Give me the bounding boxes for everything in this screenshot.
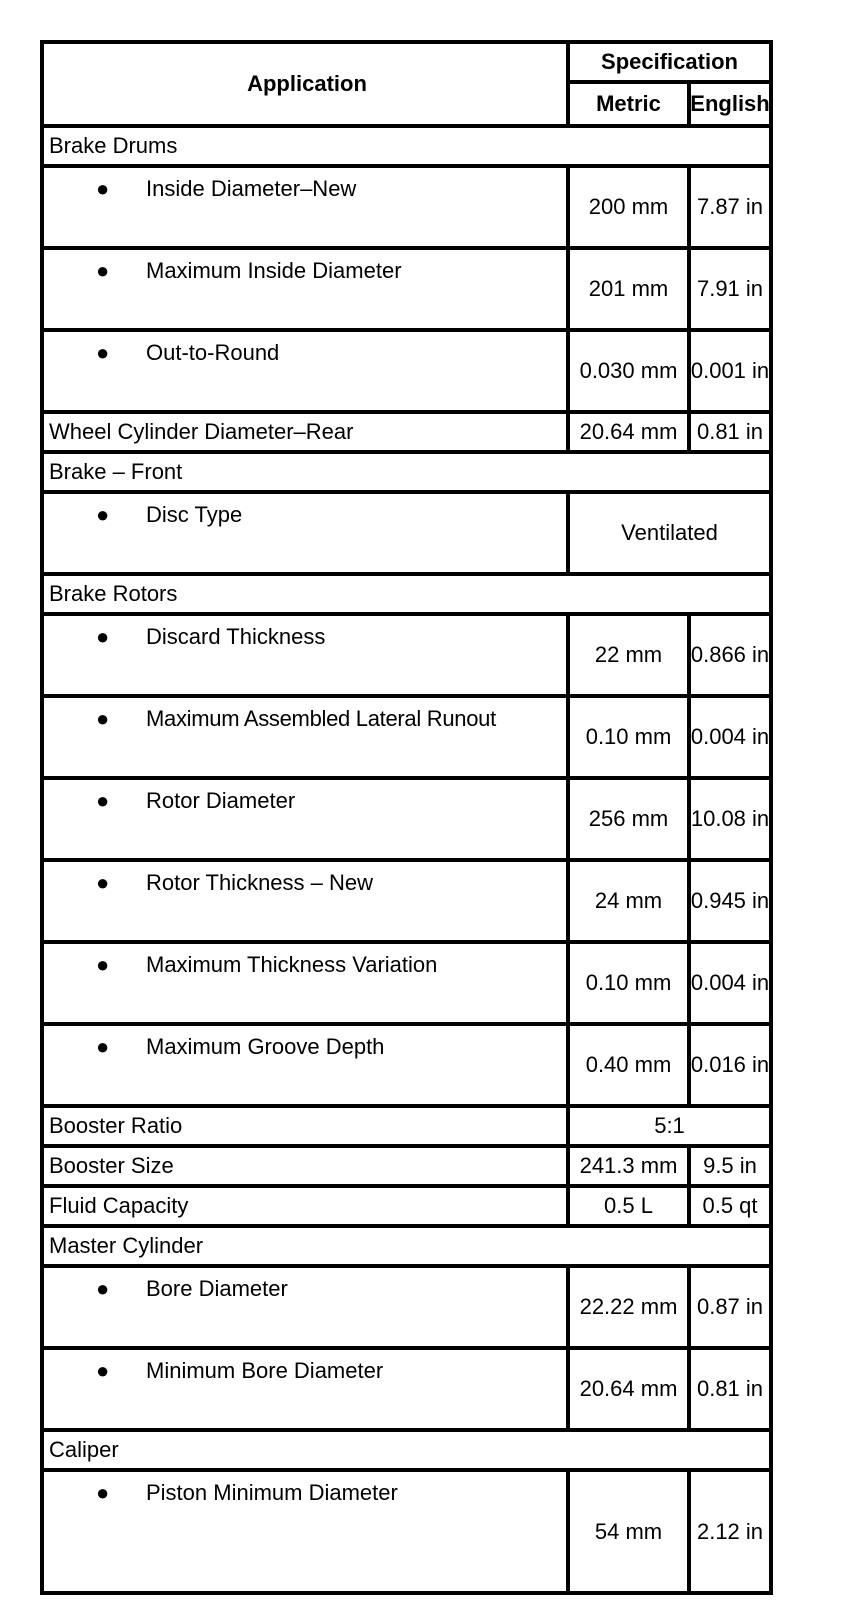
english-value: 0.004 in [690, 970, 770, 995]
table-row [44, 490, 769, 572]
bullet-icon: ● [96, 624, 110, 649]
metric-value: 0.5 L [570, 1188, 691, 1224]
bullet-icon: ● [96, 788, 110, 813]
item-label: Minimum Bore Diameter [146, 1358, 384, 1383]
header-english-cell [691, 84, 769, 124]
table-row [44, 612, 769, 694]
table-row [44, 246, 769, 328]
item-label: Booster Size [49, 1153, 174, 1178]
table-row [44, 410, 769, 450]
english-value: 0.866 in [690, 642, 770, 667]
table-row [44, 1104, 769, 1144]
table-row [44, 328, 769, 410]
table-row [44, 858, 769, 940]
section-row [44, 450, 769, 490]
metric-value: 201 mm [570, 250, 691, 328]
bullet-icon: ● [96, 1034, 110, 1059]
header-specification: Specification [601, 49, 738, 74]
section-row [44, 572, 769, 612]
spanned-value: 5:1 [654, 1113, 685, 1138]
item-label: Maximum Thickness Variation [146, 952, 438, 977]
section-label: Brake Drums [49, 133, 178, 158]
english-value: 0.81 in [696, 419, 764, 444]
table-row [44, 694, 769, 776]
bullet-icon: ● [96, 1276, 110, 1301]
header-metric: Metric [596, 91, 661, 116]
english-value: 7.87 in [696, 194, 764, 219]
bullet-icon: ● [96, 870, 110, 895]
table-header [44, 44, 769, 124]
english-value: 0.945 in [690, 888, 770, 913]
metric-value: 0.40 mm [570, 1026, 691, 1104]
item-label: Booster Ratio [49, 1113, 183, 1138]
metric-value: 22.22 mm [570, 1268, 691, 1346]
metric-value: 0.030 mm [570, 332, 691, 410]
english-value: 7.91 in [696, 276, 764, 301]
english-value: 9.5 in [703, 1153, 757, 1178]
table-row [44, 1022, 769, 1104]
metric-value: 20.64 mm [570, 414, 691, 450]
item-label: Fluid Capacity [49, 1193, 189, 1218]
item-label: Wheel Cylinder Diameter–Rear [49, 419, 354, 444]
header-application-cell [44, 44, 570, 124]
header-metric-cell [570, 84, 691, 124]
english-value: 0.5 qt [702, 1193, 758, 1218]
english-value: 0.001 in [690, 358, 770, 383]
table-row [44, 776, 769, 858]
bullet-icon: ● [96, 258, 110, 283]
metric-value: 54 mm [570, 1472, 691, 1591]
table-row [44, 940, 769, 1022]
header-specification-cell [570, 44, 769, 84]
item-label: Bore Diameter [146, 1276, 288, 1301]
english-value: 0.004 in [690, 724, 770, 749]
header-application: Application [247, 71, 367, 96]
item-label: Inside Diameter–New [146, 176, 357, 201]
section-label: Caliper [49, 1437, 119, 1462]
english-value: 0.87 in [696, 1294, 764, 1319]
metric-value: 20.64 mm [570, 1350, 691, 1428]
bullet-icon: ● [96, 502, 110, 527]
item-label: Maximum Groove Depth [146, 1034, 385, 1059]
metric-value: 0.10 mm [570, 944, 691, 1022]
english-value: 10.08 in [690, 806, 770, 831]
table-row [44, 164, 769, 246]
section-row [44, 124, 769, 164]
section-row [44, 1428, 769, 1468]
metric-value: 24 mm [570, 862, 691, 940]
section-row [44, 1224, 769, 1264]
english-value: 0.016 in [690, 1052, 770, 1077]
table-row [44, 1264, 769, 1346]
bullet-icon: ● [96, 1480, 110, 1505]
metric-value: 241.3 mm [570, 1148, 691, 1184]
metric-value: 22 mm [570, 616, 691, 694]
item-label: Out-to-Round [146, 340, 280, 365]
bullet-icon: ● [96, 706, 110, 731]
metric-value: 0.10 mm [570, 698, 691, 776]
table-row [44, 1468, 769, 1591]
section-label: Brake Rotors [49, 581, 178, 606]
metric-value: 200 mm [570, 168, 691, 246]
item-label: Discard Thickness [146, 624, 326, 649]
bullet-icon: ● [96, 176, 110, 201]
spanned-value: Ventilated [621, 520, 718, 545]
metric-value: 256 mm [570, 780, 691, 858]
english-value: 0.81 in [696, 1376, 764, 1401]
item-label: Rotor Diameter [146, 788, 296, 813]
bullet-icon: ● [96, 952, 110, 977]
bullet-icon: ● [96, 1358, 110, 1383]
item-label: Disc Type [146, 502, 243, 527]
bullet-icon: ● [96, 340, 110, 365]
section-label: Master Cylinder [49, 1233, 204, 1258]
table-row [44, 1144, 769, 1184]
specification-table [40, 40, 773, 1595]
table-row [44, 1184, 769, 1224]
header-english: English [690, 91, 770, 116]
item-label: Piston Minimum Diameter [146, 1480, 398, 1505]
section-label: Brake – Front [49, 459, 183, 484]
table-row [44, 1346, 769, 1428]
english-value: 2.12 in [696, 1518, 764, 1544]
item-label: Rotor Thickness – New [146, 870, 374, 895]
item-label: Maximum Inside Diameter [146, 258, 402, 283]
item-label: Maximum Assembled Lateral Runout [146, 706, 496, 731]
